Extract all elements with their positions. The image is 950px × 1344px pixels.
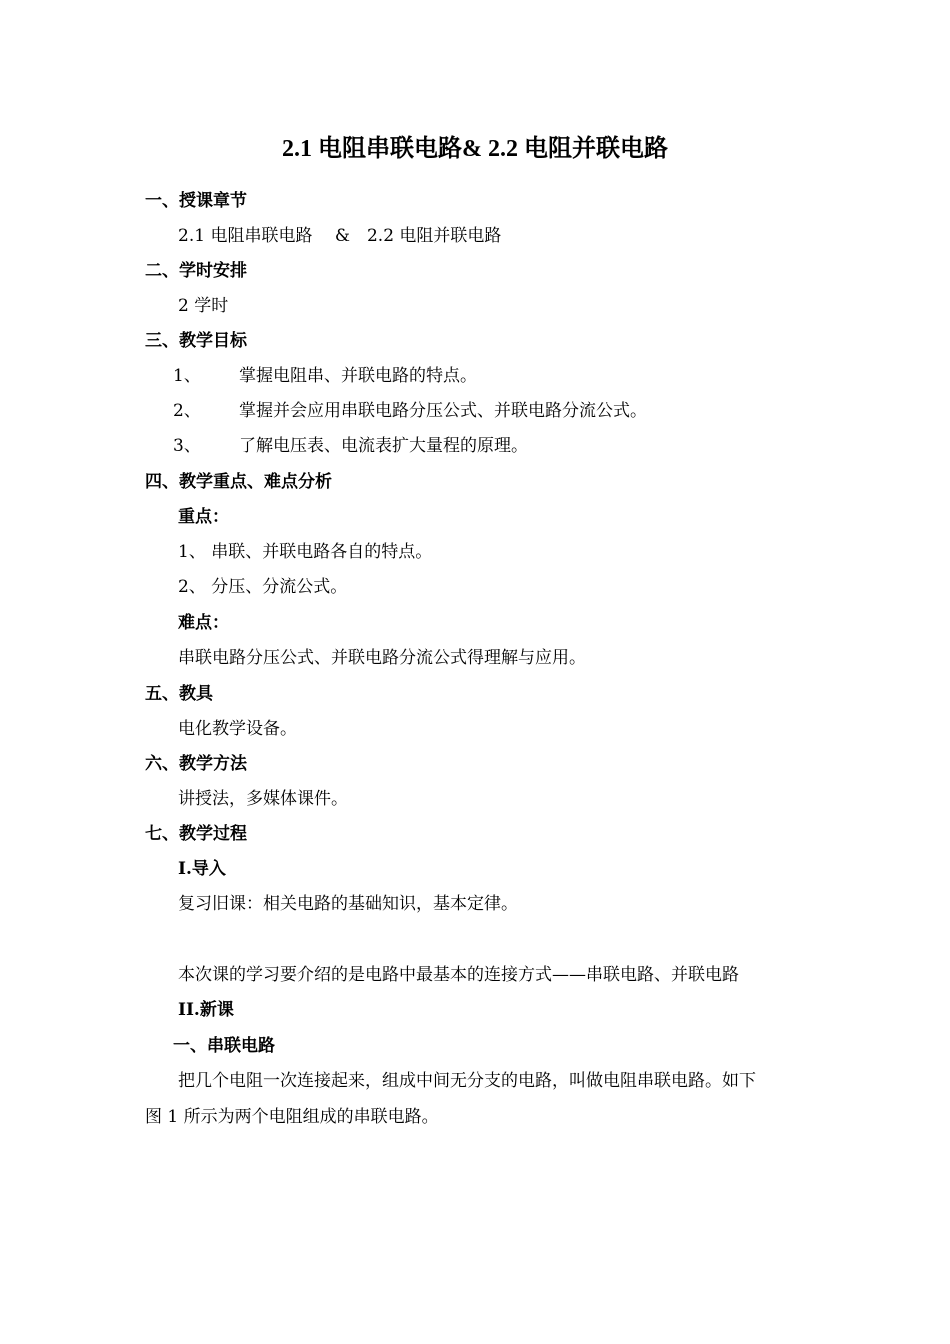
key-point-item: 2、 分压、分流公式。 xyxy=(178,577,348,597)
hours-text: 2 学时 xyxy=(178,296,229,316)
section-heading-key-points: 四、教学重点、难点分析 xyxy=(145,472,332,492)
objective-number: 1、 xyxy=(173,366,201,386)
section-heading-tools: 五、教具 xyxy=(145,684,213,704)
objective-text: 掌握电阻串、并联电路的特点。 xyxy=(239,366,477,386)
tools-text: 电化教学设备。 xyxy=(178,719,297,739)
methods-text: 讲授法，多媒体课件。 xyxy=(178,789,348,809)
key-point-item: 1、 串联、并联电路各自的特点。 xyxy=(178,542,433,562)
series-paragraph-line-1: 把几个电阻一次连接起来，组成中间无分支的电路，叫做电阻串联电路。如下 xyxy=(178,1071,756,1091)
section-heading-process: 七、教学过程 xyxy=(145,824,247,844)
difficulty-label: 难点： xyxy=(178,613,229,633)
section-heading-methods: 六、教学方法 xyxy=(145,754,247,774)
objective-text: 了解电压表、电流表扩大量程的原理。 xyxy=(239,436,528,456)
section-heading-hours: 二、学时安排 xyxy=(145,261,247,281)
objective-number: 2、 xyxy=(173,401,201,421)
objective-text: 掌握并会应用串联电路分压公式、并联电路分流公式。 xyxy=(239,401,647,421)
objective-item xyxy=(173,399,647,423)
objective-item xyxy=(173,364,477,388)
section-heading-objectives: 三、教学目标 xyxy=(145,331,247,351)
lesson-intro-text: 本次课的学习要介绍的是电路中最基本的连接方式——串联电路、并联电路 xyxy=(178,965,739,985)
review-text: 复习旧课：相关电路的基础知识，基本定律。 xyxy=(178,894,518,914)
new-lesson-label: II.新课 xyxy=(178,1000,234,1020)
key-points-label: 重点： xyxy=(178,507,229,527)
document-title: 2.1 电阻串联电路& 2.2 电阻并联电路 xyxy=(282,136,668,162)
difficulty-text: 串联电路分压公式、并联电路分流公式得理解与应用。 xyxy=(178,648,586,668)
series-paragraph-line-2: 图 1 所示为两个电阻组成的串联电路。 xyxy=(145,1107,439,1127)
intro-label: I.导入 xyxy=(178,859,226,879)
chapter-text: 2.1 电阻串联电路 & 2.2 电阻并联电路 xyxy=(178,226,502,246)
objective-item xyxy=(173,434,528,458)
objective-number: 3、 xyxy=(173,436,201,456)
series-circuit-heading: 一、串联电路 xyxy=(173,1036,275,1056)
section-heading-chapter: 一、授课章节 xyxy=(145,191,247,211)
